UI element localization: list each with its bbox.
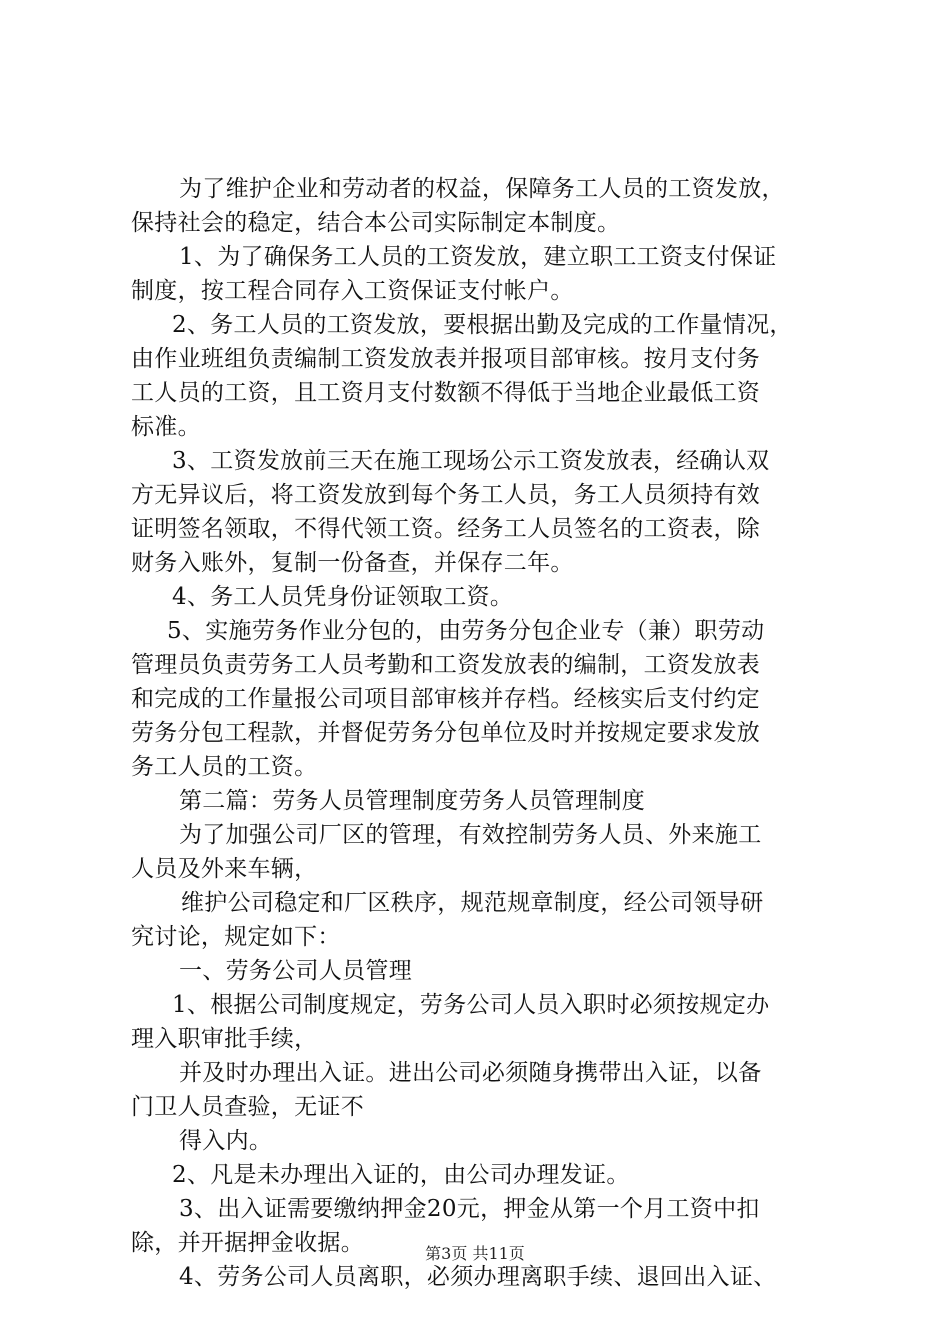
text-line: 方无异议后，将工资发放到每个务工人员，务工人员须持有效 <box>131 482 761 508</box>
text-line: 2、务工人员的工资发放，要根据出勤及完成的工作量情况， <box>172 312 793 338</box>
text-line: 3、工资发放前三天在施工现场公示工资发放表，经确认双 <box>172 448 770 474</box>
text-line: 究讨论，规定如下： <box>131 924 341 950</box>
text-line: 工人员的工资，且工资月支付数额不得低于当地企业最低工资 <box>131 380 761 406</box>
subsection-heading: 一、劳务公司人员管理 <box>179 958 412 984</box>
section-heading: 第二篇：劳务人员管理制度劳务人员管理制度 <box>179 788 645 814</box>
text-line: 和完成的工作量报公司项目部审核并存档。经核实后支付约定 <box>131 686 761 712</box>
text-line: 务工人员的工资。 <box>131 754 318 780</box>
document-body <box>131 172 831 1294</box>
text-line: 1、根据公司制度规定，劳务公司人员入职时必须按规定办 <box>172 992 770 1018</box>
text-line: 劳务分包工程款，并督促劳务分包单位及时并按规定要求发放 <box>131 720 761 746</box>
text-line: 并及时办理出入证。进出公司必须随身携带出入证，以备 <box>179 1060 762 1086</box>
text-line: 管理员负责劳务工人员考勤和工资发放表的编制，工资发放表 <box>131 652 761 678</box>
text-line: 由作业班组负责编制工资发放表并报项目部审核。按月支付务 <box>131 346 761 372</box>
text-line: 为了加强公司厂区的管理，有效控制劳务人员、外来施工 <box>179 822 762 848</box>
text-line: 4、务工人员凭身份证领取工资。 <box>172 584 514 610</box>
text-line: 为了维护企业和劳动者的权益，保障务工人员的工资发放， <box>179 176 785 202</box>
text-line: 4、劳务公司人员离职，必须办理离职手续、退回出入证、 <box>179 1264 777 1290</box>
text-line: 证明签名领取，不得代领工资。经务工人员签名的工资表，除 <box>131 516 761 542</box>
text-line: 3、出入证需要缴纳押金20元，押金从第一个月工资中扣 <box>179 1196 760 1222</box>
text-line: 标准。 <box>131 414 201 440</box>
page-number-footer: 第3页 共11页 <box>425 1244 525 1263</box>
text-line: 财务入账外，复制一份备查，并保存二年。 <box>131 550 574 576</box>
text-line: 人员及外来车辆， <box>131 856 318 882</box>
text-line: 门卫人员查验，无证不 <box>131 1094 364 1120</box>
text-line: 除，并开据押金收据。 <box>131 1230 364 1256</box>
text-line: 1、为了确保务工人员的工资发放，建立职工工资支付保证 <box>179 244 777 270</box>
text-line: 制度，按工程合同存入工资保证支付帐户。 <box>131 278 574 304</box>
text-line: 得入内。 <box>179 1128 273 1154</box>
text-line: 5、实施劳务作业分包的，由劳务分包企业专（兼）职劳动 <box>167 618 765 644</box>
text-line: 理入职审批手续， <box>131 1026 318 1052</box>
text-line: 维护公司稳定和厂区秩序，规范规章制度，经公司领导研 <box>181 890 764 916</box>
text-line: 保持社会的稳定，结合本公司实际制定本制度。 <box>131 210 621 236</box>
text-line: 2、凡是未办理出入证的，由公司办理发证。 <box>172 1162 630 1188</box>
